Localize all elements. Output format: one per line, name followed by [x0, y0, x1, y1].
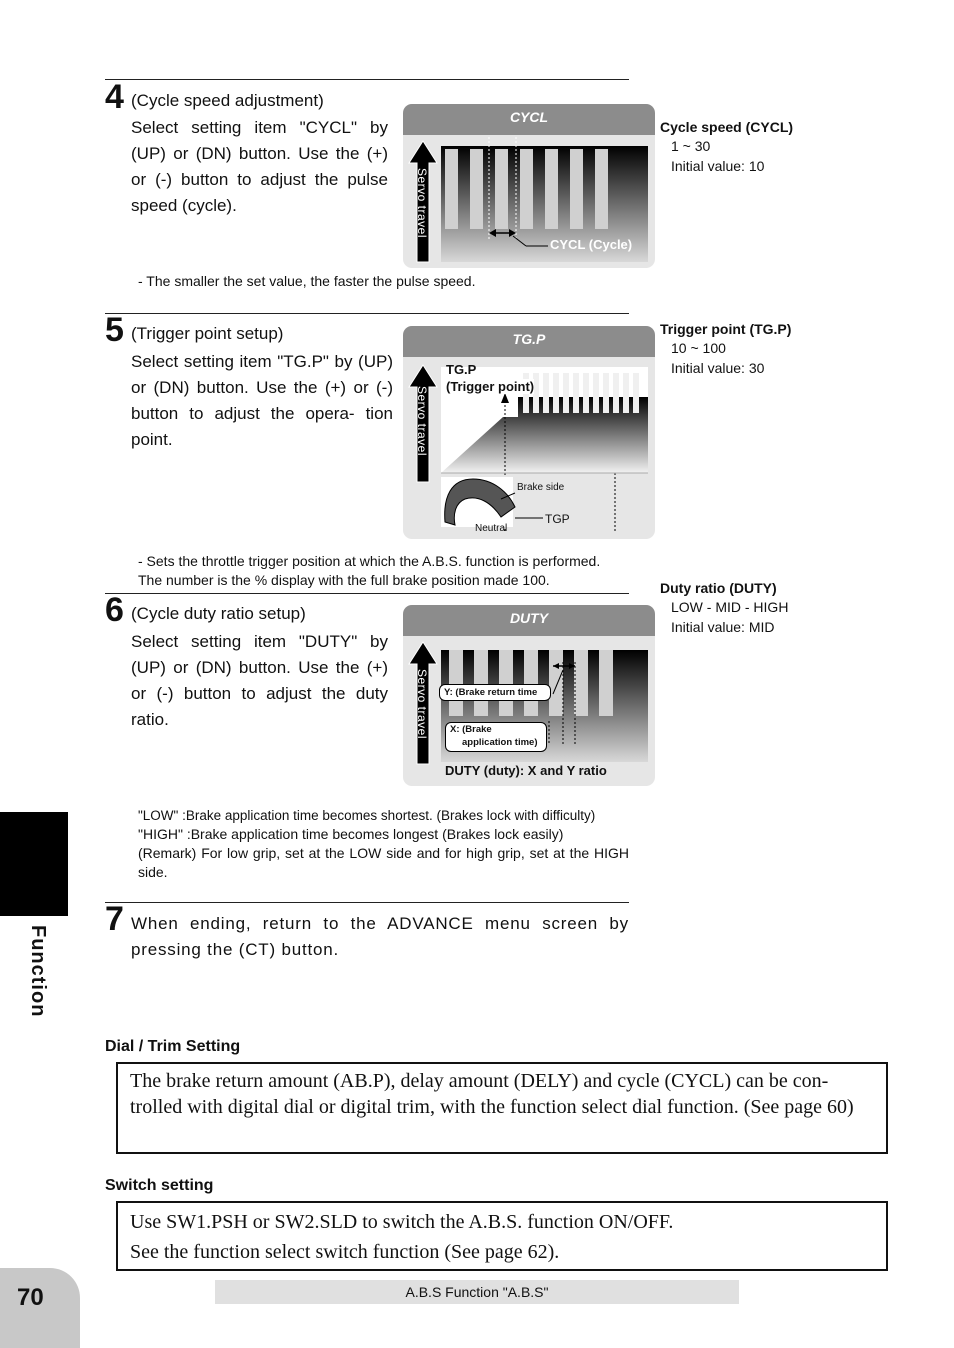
cycl-diagram — [403, 104, 655, 268]
duty-note-remark: (Remark) For low grip, set at the LOW side and for high grip, set at the HIGH side. — [138, 845, 629, 880]
duty-note-high: "HIGH" :Brake application time becomes longest (Brakes lock easily) — [138, 826, 564, 842]
duty-spec-range: LOW - MID - HIGH — [671, 599, 789, 615]
step-7-number: 7 — [105, 900, 124, 938]
divider — [105, 79, 629, 80]
servo-travel-label: Servo travel — [415, 669, 429, 740]
step-6-body: Select setting item "DUTY" by (UP) or (DN) button. Use the (+) or (-) button to adjust the duty ratio. — [131, 632, 388, 729]
step-5-note: - Sets the throttle trigger position at which the A.B.S. function is performed. The number is the % display with the full brake position made 100. — [138, 553, 601, 588]
divider — [105, 313, 629, 314]
switch-setting-line1: Use SW1.PSH or SW2.SLD to switch the A.B.S. function ON/OFF. — [130, 1211, 674, 1233]
switch-setting-line2: See the function select switch function (See page 62). — [130, 1241, 560, 1263]
step-5-heading: (Trigger point setup) — [131, 324, 284, 343]
cycl-diagram-title: CYCL — [403, 104, 655, 135]
tgp-diagram-title: TG.P — [403, 326, 655, 357]
duty-spec-title: Duty ratio (DUTY) — [660, 580, 777, 596]
divider — [105, 593, 629, 594]
cycl-spec — [660, 118, 793, 176]
footer-title: A.B.S Function "A.B.S" — [215, 1280, 739, 1304]
dial-trim-box: The brake return amount (AB.P), delay amount (DELY) and cycle (CYCL) can be con- trolled with digital dial or digital trim, with the function select dial function. (See page 60) — [116, 1062, 888, 1154]
tgp-spec-initial: Initial value: 30 — [671, 359, 765, 376]
step-4-note: - The smaller the set value, the faster the pulse speed. — [138, 273, 476, 289]
duty-note-low: "LOW" :Brake application time becomes shortest. (Brakes lock with difficulty) — [138, 808, 596, 823]
duty-caption: DUTY (duty): X and Y ratio — [445, 763, 607, 778]
section-tab — [0, 812, 68, 916]
step-4-heading: (Cycle speed adjustment) — [131, 91, 324, 110]
switch-setting-box — [116, 1201, 888, 1271]
cycl-spec-initial: Initial value: 10 — [671, 157, 765, 174]
step-6-number: 6 — [105, 591, 124, 629]
duty-diagram — [403, 605, 655, 786]
dial-trim-title: Dial / Trim Setting — [105, 1038, 241, 1055]
duty-spec — [660, 579, 788, 637]
section-tab-label: Function — [27, 925, 49, 1018]
brake-application-time-label — [445, 722, 547, 752]
cycl-spec-title: Cycle speed (CYCL) — [660, 119, 794, 135]
step-4-number: 4 — [105, 78, 124, 116]
tgp-diagram — [403, 326, 655, 539]
brake-return-time-label: Y: (Brake return time — [439, 684, 551, 701]
step-7-body: When ending, return to the ADVANCE menu screen by pressing the (CT) button. — [131, 914, 629, 959]
tgp-spec-range: 10 ~ 100 — [671, 340, 726, 356]
cycl-cycle-label: CYCL (Cycle) — [550, 237, 633, 252]
step-4-body: Select setting item "CYCL" by (UP) or (DN) button. Use the (+) or (-) button to adjust the pulse speed (cycle). — [131, 118, 388, 215]
brake-side-label: Brake side — [517, 482, 565, 493]
duty-spec-initial: Initial value: MID — [671, 618, 775, 635]
trigger-point-label: (Trigger point) — [446, 379, 535, 394]
switch-setting-title: Switch setting — [105, 1177, 214, 1194]
page-number-tab — [0, 1268, 80, 1348]
divider — [105, 902, 629, 903]
brake-application-time-line1: X: (Brake — [450, 724, 492, 735]
page-number: 70 — [17, 1284, 44, 1311]
cycl-spec-range: 1 ~ 30 — [671, 138, 711, 154]
step-5-number: 5 — [105, 311, 124, 349]
neutral-label: Neutral — [475, 523, 508, 534]
tgp-spec — [660, 320, 791, 378]
servo-travel-label: Servo travel — [415, 168, 429, 239]
tgp-label: TG.P — [446, 362, 477, 377]
tgp-spec-title: Trigger point (TG.P) — [660, 321, 792, 337]
step-5-body: Select setting item "TG.P" by (UP) or (DN) button. Use the (+) or (-) button to adjust the opera- tion point. — [131, 352, 393, 449]
servo-travel-label: Servo travel — [415, 386, 429, 457]
brake-application-time-line2: application time) — [462, 737, 538, 748]
step-6-heading: (Cycle duty ratio setup) — [131, 604, 306, 623]
duty-diagram-title: DUTY — [403, 605, 655, 636]
tgp-marker-label: TGP — [545, 512, 570, 526]
